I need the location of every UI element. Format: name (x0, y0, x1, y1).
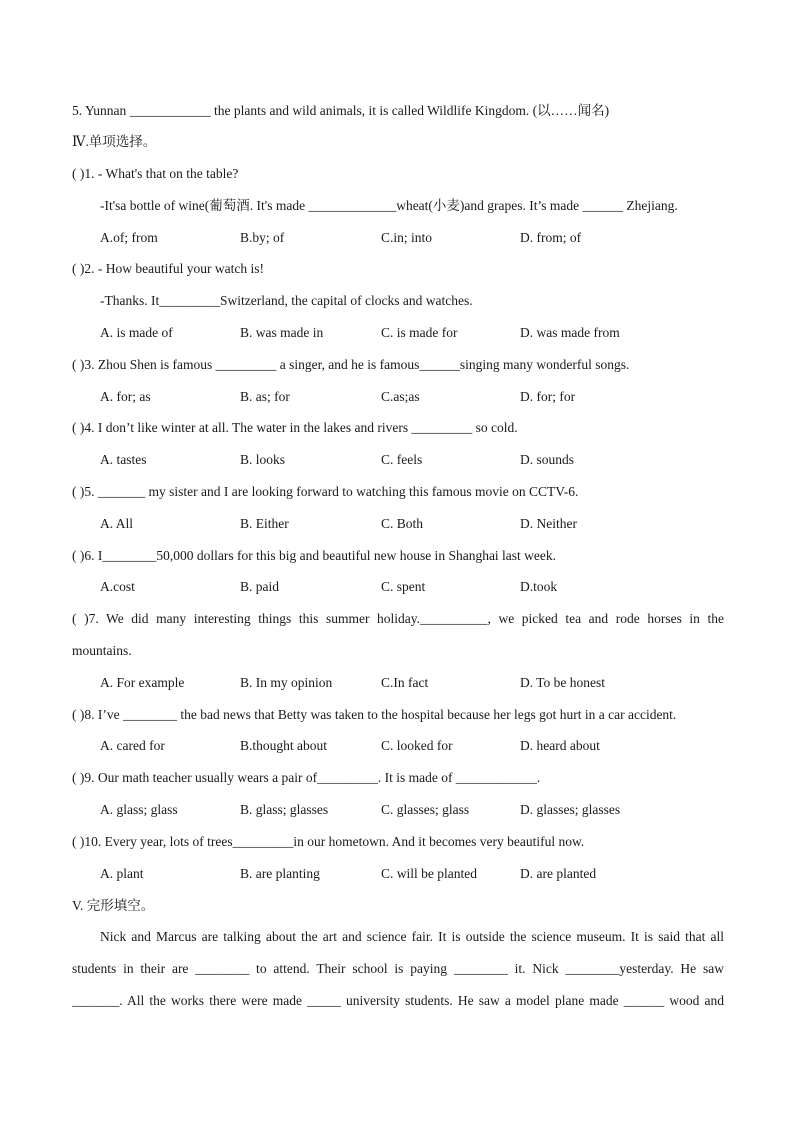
option-d: D. heard about (520, 738, 600, 753)
question-10: ( )10. Every year, lots of trees_________in our hometown. And it becomes very beautiful now. (72, 834, 585, 849)
option-b: B. In my opinion (240, 675, 333, 690)
question-8: ( )8. I’ve ________ the bad news that Betty was taken to the hospital because her legs got hurt in a car accident. (72, 707, 677, 722)
option-c: C. spent (381, 579, 426, 594)
question-10-options (100, 863, 724, 885)
question-7: ( )7. We did many interesting things this summer holiday.__________, we picked tea and rode horses in the (72, 611, 724, 626)
question-2: ( )2. - How beautiful your watch is! (72, 261, 264, 276)
option-a: A. is made of (100, 325, 173, 340)
question-6: ( )6. I________50,000 dollars for this big and beautiful new house in Shanghai last week. (72, 548, 557, 563)
option-c: C.In fact (381, 675, 429, 690)
question-1: ( )1. - What's that on the table? (72, 166, 239, 181)
option-b: B. as; for (240, 389, 290, 404)
option-b: B. Either (240, 516, 289, 531)
question-2-answer-line: -Thanks. It_________Switzerland, the capital of clocks and watches. (100, 293, 473, 308)
option-d: D. are planted (520, 866, 597, 881)
option-c: C. Both (381, 516, 424, 531)
fill-in-item-5: 5. Yunnan ____________ the plants and wild animals, it is called Wildlife Kingdom. (以……闻名) (72, 103, 610, 118)
question-1-answer-line: -It'sa bottle of wine(葡萄酒. It's made _____________wheat(小麦)and grapes. It’s made ______ Zhejiang. (100, 198, 678, 213)
option-a: A. For example (100, 675, 185, 690)
option-c: C.in; into (381, 230, 433, 245)
option-b: B. glass; glasses (240, 802, 329, 817)
option-c: C. feels (381, 452, 423, 467)
cloze-passage-line-1: Nick and Marcus are talking about the art and science fair. It is outside the science museum. It is said that all (100, 929, 724, 944)
option-c: C. looked for (381, 738, 453, 753)
question-7-options (100, 672, 724, 694)
option-a: A. plant (100, 866, 144, 881)
option-a: A. cared for (100, 738, 165, 753)
question-7-continued: mountains. (72, 643, 132, 658)
question-3-options (100, 386, 724, 408)
option-c: C. glasses; glass (381, 802, 470, 817)
cloze-passage-line-2: students in their are ________ to attend. Their school is paying ________ it. Nick ________yesterday. He saw (72, 961, 724, 976)
option-d: D. glasses; glasses (520, 802, 621, 817)
question-5: ( )5. _______ my sister and I are looking forward to watching this famous movie on CCTV-6. (72, 484, 579, 499)
option-a: A. for; as (100, 389, 151, 404)
question-5-options (100, 513, 724, 535)
question-2-options (100, 322, 724, 344)
option-a: A.cost (100, 579, 135, 594)
question-1-options (100, 227, 724, 249)
option-d: D. for; for (520, 389, 576, 404)
option-d: D. from; of (520, 230, 582, 245)
option-b: B.by; of (240, 230, 285, 245)
option-c: C.as;as (381, 389, 420, 404)
option-d: D.took (520, 579, 558, 594)
option-a: A. All (100, 516, 134, 531)
question-3: ( )3. Zhou Shen is famous _________ a singer, and he is famous______singing many wonderful songs. (72, 357, 630, 372)
option-c: C. will be planted (381, 866, 477, 881)
option-b: B. was made in (240, 325, 324, 340)
option-d: D. Neither (520, 516, 577, 531)
question-6-options (100, 576, 724, 598)
section-heading-cloze: V. 完形填空。 (72, 898, 155, 913)
question-4-options (100, 449, 724, 471)
question-9-options (100, 799, 724, 821)
option-a: A. tastes (100, 452, 147, 467)
option-d: D. sounds (520, 452, 575, 467)
option-b: B. are planting (240, 866, 320, 881)
question-4: ( )4. I don’t like winter at all. The water in the lakes and rivers _________ so cold. (72, 420, 518, 435)
option-b: B.thought about (240, 738, 327, 753)
option-b: B. looks (240, 452, 286, 467)
option-c: C. is made for (381, 325, 458, 340)
option-d: D. was made from (520, 325, 620, 340)
question-8-options (100, 735, 724, 757)
cloze-passage-line-3: _______. All the works there were made _____ university students. He saw a model plane made ______ wood and (72, 993, 724, 1008)
option-b: B. paid (240, 579, 279, 594)
option-d: D. To be honest (520, 675, 606, 690)
question-9: ( )9. Our math teacher usually wears a pair of_________. It is made of ____________. (72, 770, 541, 785)
section-heading-multiple-choice: Ⅳ.单项选择。 (72, 134, 157, 149)
option-a: A. glass; glass (100, 802, 178, 817)
option-a: A.of; from (100, 230, 158, 245)
